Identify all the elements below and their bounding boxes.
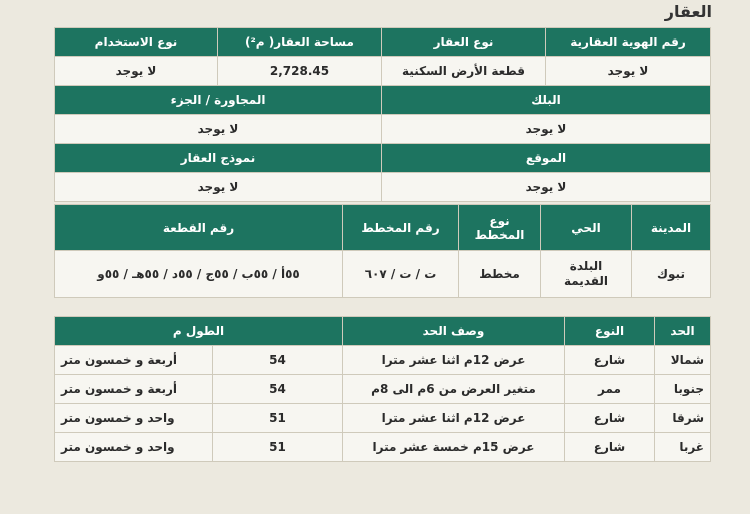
plan-table (54, 204, 711, 298)
cell-description: عرض 12م اثنا عشر مترا (343, 346, 565, 375)
header-city: المدينة (632, 205, 711, 251)
header-property-id: رقم الهوية العقارية (546, 28, 711, 57)
boundaries-table (54, 316, 711, 462)
header-plan-number: رقم المخطط (343, 205, 459, 251)
cell-length: 51 (213, 433, 343, 462)
value-usage-type: لا يوجد (55, 57, 218, 86)
value-city: تبوك (632, 251, 711, 298)
value-plan-number: ت / ت / ٦٠٧ (343, 251, 459, 298)
cell-side: جنوبا (655, 375, 711, 404)
value-neighbour: لا يوجد (55, 115, 382, 144)
cell-length: 54 (213, 375, 343, 404)
value-plan-type: مخطط (459, 251, 541, 298)
cell-description: عرض 12م اثنا عشر مترا (343, 404, 565, 433)
header-property-type: نوع العقار (382, 28, 546, 57)
cell-description: عرض 15م خمسة عشر مترا (343, 433, 565, 462)
cell-length-words: أربعة و خمسون متر (55, 346, 213, 375)
cell-side: شمالا (655, 346, 711, 375)
table-row (55, 404, 711, 433)
table-row (55, 346, 711, 375)
header-side: الحد (655, 317, 711, 346)
value-model: لا يوجد (55, 173, 382, 202)
value-property-type: قطعة الأرض السكنية (382, 57, 546, 86)
cell-length-words: واحد و خمسون متر (55, 404, 213, 433)
cell-side: شرقا (655, 404, 711, 433)
cell-type: شارع (565, 404, 655, 433)
header-usage-type: نوع الاستخدام (55, 28, 218, 57)
cell-length: 54 (213, 346, 343, 375)
cell-side: غربا (655, 433, 711, 462)
header-neighbour: المجاورة / الجزء (55, 86, 382, 115)
header-location: الموقع (382, 144, 711, 173)
property-table (54, 27, 711, 202)
header-plan-type: نوع المخطط (459, 205, 541, 251)
header-model: نموذج العقار (55, 144, 382, 173)
cell-length: 51 (213, 404, 343, 433)
header-type: النوع (565, 317, 655, 346)
cell-length-words: أربعة و خمسون متر (55, 375, 213, 404)
cell-length-words: واحد و خمسون متر (55, 433, 213, 462)
value-property-area: 2,728.45 (218, 57, 382, 86)
value-plot-number: ٥٥أ / ٥٥ب / ٥٥ج / ٥٥د / ٥٥هـ / ٥٥و (55, 251, 343, 298)
cell-description: متغير العرض من 6م الى 8م (343, 375, 565, 404)
page-title: العقار (664, 2, 712, 21)
value-block: لا يوجد (382, 115, 711, 144)
cell-type: شارع (565, 433, 655, 462)
header-length: الطول م (55, 317, 343, 346)
header-plot-number: رقم القطعة (55, 205, 343, 251)
table-row (55, 433, 711, 462)
value-property-id: لا يوجد (546, 57, 711, 86)
header-district: الحي (541, 205, 632, 251)
header-block: البلك (382, 86, 711, 115)
table-row (55, 375, 711, 404)
header-description: وصف الحد (343, 317, 565, 346)
cell-type: شارع (565, 346, 655, 375)
header-property-area: مساحة العقار( م²) (218, 28, 382, 57)
value-district: البلدة القديمة (541, 251, 632, 298)
cell-type: ممر (565, 375, 655, 404)
value-location: لا يوجد (382, 173, 711, 202)
